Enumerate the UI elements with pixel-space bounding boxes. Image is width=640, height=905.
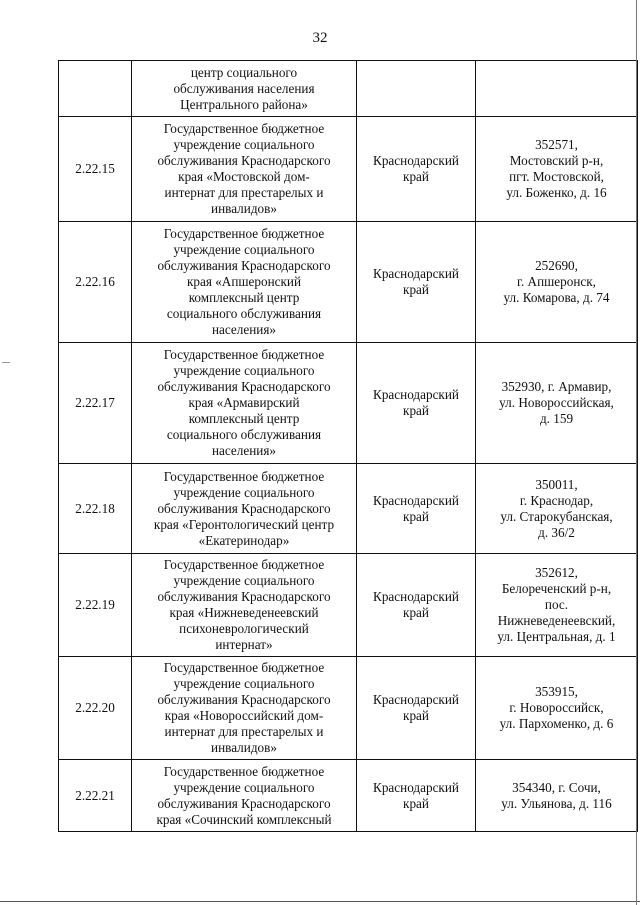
cell-number: 2.22.21: [59, 760, 132, 832]
cell-address: [476, 61, 638, 117]
cell-address-line: 353915,: [535, 684, 578, 699]
cell-region: [357, 657, 476, 760]
cell-address-line: пос.: [544, 597, 569, 612]
cell-region-line: Краснодарский: [373, 387, 459, 402]
cell-institution-name: [132, 464, 357, 554]
page-number: 32: [312, 30, 328, 46]
cell-institution-name-line: интернат для престарелых и: [164, 724, 324, 739]
cell-institution-name: [132, 657, 357, 760]
cell-institution-name-line: Центрального района»: [180, 96, 308, 112]
table-row: [59, 117, 638, 222]
cell-institution-name-line: учреждение социального: [173, 484, 315, 500]
cell-address-line: д. 36/2: [538, 524, 575, 540]
cell-number: [59, 61, 132, 117]
scan-edge-bottom: [0, 901, 640, 902]
cell-address-line: 354340, г. Сочи,: [512, 779, 601, 795]
table-row: [59, 657, 638, 760]
cell-address-line: 352571,: [535, 137, 578, 152]
cell-institution-name-line: обслуживания Краснодарского: [157, 589, 331, 604]
cell-address-line: 350011,: [535, 476, 578, 492]
cell-address-line: ул. Боженко, д. 16: [506, 185, 607, 200]
cell-institution-name: [132, 222, 357, 343]
cell-institution-name-line: обслуживания Краснодарского: [157, 692, 331, 707]
cell-region-line: край: [403, 605, 429, 620]
cell-address: [476, 464, 638, 554]
cell-number: 2.22.15: [59, 117, 132, 222]
cell-address-line: Белореченский р-н,: [501, 581, 612, 596]
cell-institution-name-line: инвалидов»: [211, 740, 277, 755]
cell-institution-name-line: учреждение социального: [173, 573, 315, 588]
cell-institution-name-line: обслуживания Краснодарского: [157, 379, 331, 394]
cell-institution-name-line: Государственное бюджетное: [163, 347, 325, 362]
cell-region-line: Краснодарский: [373, 492, 459, 508]
cell-address-line: Мостовский р-н,: [509, 153, 604, 168]
cell-institution-name-line: края «Апшеронский: [186, 274, 302, 289]
table-row: [59, 554, 638, 657]
cell-region: [357, 343, 476, 464]
cell-institution-name-line: психоневрологический: [179, 621, 309, 636]
cell-number: 2.22.19: [59, 554, 132, 657]
scan-edge-right: [636, 0, 637, 905]
cell-address-line: г. Краснодар,: [519, 492, 594, 508]
cell-address-line: 252690,: [535, 258, 578, 273]
cell-address-line: ул. Комарова, д. 74: [503, 290, 610, 305]
cell-institution-name-line: края «Армавирский: [188, 395, 300, 410]
cell-institution-name: [132, 554, 357, 657]
cell-institution-name-line: обслуживания Краснодарского: [157, 795, 331, 811]
cell-institution-name: [132, 760, 357, 832]
institutions-table: [58, 60, 638, 832]
cell-region: [357, 117, 476, 222]
cell-institution-name-line: Государственное бюджетное: [163, 226, 325, 241]
cell-institution-name-line: социального обслуживания: [166, 306, 322, 321]
cell-region: [357, 222, 476, 343]
cell-region-line: Краснодарский: [373, 589, 459, 604]
cell-region-line: Краснодарский: [373, 692, 459, 707]
cell-institution-name-line: интернат для престарелых и: [164, 185, 324, 200]
cell-institution-name-line: Государственное бюджетное: [163, 557, 325, 572]
cell-address-line: ул. Новороссийская,: [499, 395, 614, 410]
cell-institution-name-line: Государственное бюджетное: [163, 660, 325, 675]
cell-institution-name-line: социального обслуживания: [166, 427, 322, 442]
cell-institution-name-line: инвалидов»: [211, 201, 277, 216]
cell-address: [476, 760, 638, 832]
cell-institution-name-line: края «Геронтологический центр: [153, 516, 335, 532]
cell-institution-name: [132, 117, 357, 222]
cell-address-line: 352612,: [535, 565, 578, 580]
table-row: [59, 222, 638, 343]
cell-address: [476, 657, 638, 760]
cell-region: [357, 554, 476, 657]
cell-institution-name-line: обслуживания Краснодарского: [157, 153, 331, 168]
cell-address-line: ул. Центральная, д. 1: [497, 629, 616, 644]
cell-region: [357, 464, 476, 554]
cell-institution-name-line: населения»: [212, 443, 276, 458]
cell-institution-name-line: учреждение социального: [173, 676, 315, 691]
cell-institution-name-line: интернат»: [215, 637, 273, 652]
cell-region-line: Краснодарский: [373, 266, 459, 281]
cell-region: [357, 61, 476, 117]
cell-region-line: край: [403, 708, 429, 723]
table-body: [59, 61, 638, 832]
cell-institution-name-line: комплексный центр: [188, 290, 300, 305]
cell-region: [357, 760, 476, 832]
table-row: [59, 760, 638, 832]
cell-number: 2.22.18: [59, 464, 132, 554]
cell-address-line: г. Новороссийск,: [509, 700, 604, 715]
cell-address-line: ул. Старокубанская,: [500, 508, 613, 524]
cell-region-line: край: [403, 795, 429, 811]
cell-institution-name-line: «Екатеринодар»: [198, 532, 290, 548]
cell-address-line: пгт. Мостовской,: [509, 169, 604, 184]
cell-region-line: край: [403, 508, 429, 524]
cell-region-line: край: [403, 169, 429, 184]
cell-address: [476, 343, 638, 464]
cell-number: 2.22.17: [59, 343, 132, 464]
cell-institution-name-line: края «Сочинский комплексный: [156, 811, 332, 827]
table-row: [59, 61, 638, 117]
cell-region-line: Краснодарский: [373, 779, 459, 795]
cell-institution-name-line: учреждение социального: [173, 242, 315, 257]
cell-number: 2.22.16: [59, 222, 132, 343]
table-row: [59, 464, 638, 554]
cell-institution-name-line: центр социального: [190, 64, 298, 80]
cell-institution-name-line: края «Нижневеденеевский: [169, 605, 319, 620]
cell-institution-name-line: обслуживания Краснодарского: [157, 500, 331, 516]
cell-address: [476, 222, 638, 343]
cell-region-line: Краснодарский: [373, 153, 459, 168]
cell-institution-name-line: обслуживания Краснодарского: [157, 258, 331, 273]
cell-institution-name-line: населения»: [212, 322, 276, 337]
cell-institution-name-line: края «Новороссийский дом-: [164, 708, 324, 723]
cell-address-line: ул. Ульянова, д. 116: [501, 795, 612, 811]
cell-institution-name: [132, 343, 357, 464]
cell-address-line: 352930, г. Армавир,: [501, 379, 612, 394]
cell-region-line: край: [403, 282, 429, 297]
cell-institution-name-line: учреждение социального: [173, 779, 315, 795]
cell-address: [476, 554, 638, 657]
cell-address-line: ул. Пархоменко, д. 6: [499, 716, 614, 731]
cell-institution-name-line: Государственное бюджетное: [163, 763, 325, 779]
cell-institution-name-line: учреждение социального: [173, 363, 315, 378]
cell-institution-name-line: комплексный центр: [188, 411, 300, 426]
cell-number: 2.22.20: [59, 657, 132, 760]
cell-institution-name-line: Государственное бюджетное: [163, 468, 325, 484]
cell-institution-name: [132, 61, 357, 117]
cell-institution-name-line: Государственное бюджетное: [163, 121, 325, 136]
cell-address: [476, 117, 638, 222]
cell-address-line: г. Апшеронск,: [517, 274, 596, 289]
cell-address-line: Нижневеденеевский,: [497, 613, 616, 628]
cell-region-line: край: [403, 403, 429, 418]
scan-mark-left: [2, 362, 10, 363]
table-row: [59, 343, 638, 464]
cell-institution-name-line: учреждение социального: [173, 137, 315, 152]
cell-address-line: д. 159: [539, 411, 574, 426]
cell-institution-name-line: обслуживания населения: [173, 80, 315, 96]
cell-institution-name-line: края «Мостовской дом-: [178, 169, 310, 184]
